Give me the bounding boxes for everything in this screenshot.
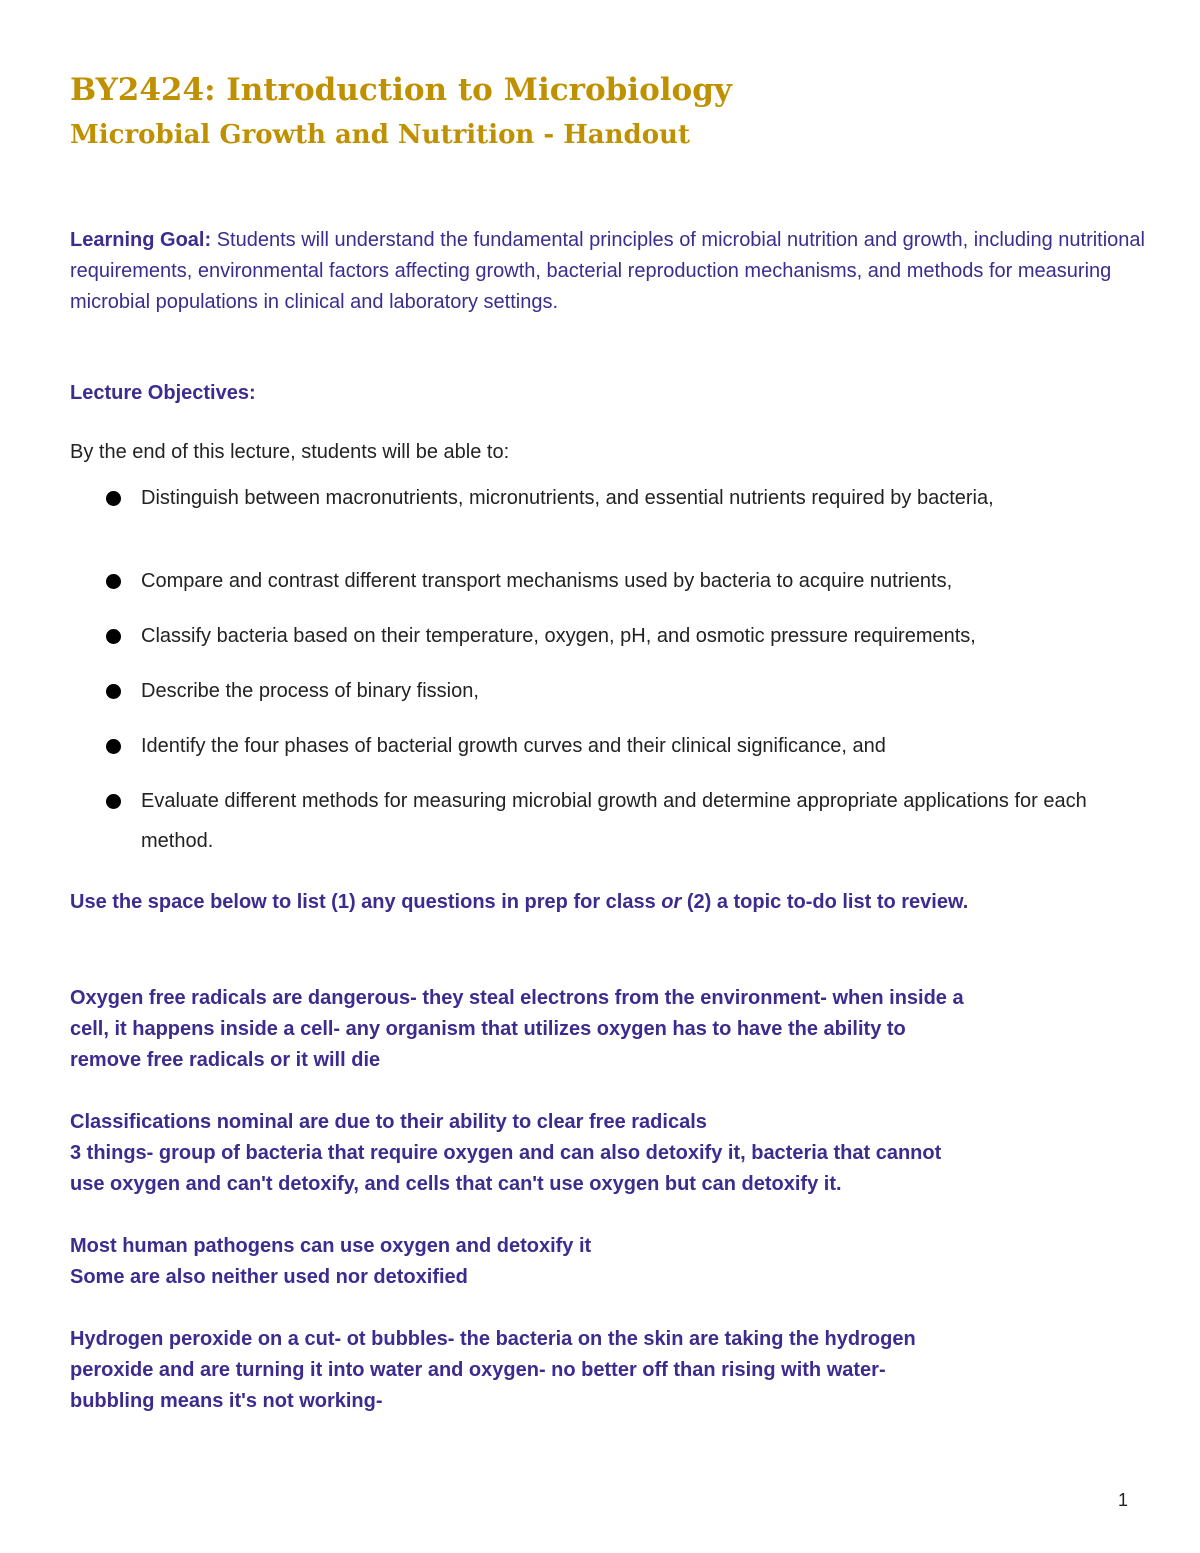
note-line: remove free radicals or it will die <box>70 1049 381 1071</box>
bullet-icon <box>106 684 121 699</box>
note-line: Hydrogen peroxide on a cut- ot bubbles- the bacteria on the skin are taking the hydrogen <box>70 1328 916 1350</box>
bullet-icon <box>106 629 121 644</box>
document-title: BY2424: Introduction to Microbiology <box>70 72 732 108</box>
bullet-icon <box>106 491 121 506</box>
note-line: Most human pathogens can use oxygen and detoxify it <box>70 1235 592 1257</box>
prompt-text-start: Use the space below to list (1) any questions in prep for class <box>70 891 662 913</box>
note-line: Classifications nominal are due to their ability to clear free radicals <box>70 1111 707 1133</box>
note-line: bubbling means it's not working- <box>70 1390 383 1412</box>
bullet-icon <box>106 574 121 589</box>
bullet-icon <box>106 739 121 754</box>
objective-text: Classify bacteria based on their temperature, oxygen, pH, and osmotic pressure requirements, <box>141 625 976 647</box>
objectives-intro: By the end of this lecture, students will be able to: <box>70 441 510 463</box>
learning-goal <box>70 225 1150 318</box>
note-paragraph <box>70 1231 1140 1293</box>
prompt-text-end: (2) a topic to-do list to review. <box>681 891 969 913</box>
note-line: Some are also neither used nor detoxified <box>70 1266 468 1288</box>
objective-item <box>141 781 1141 861</box>
note-paragraph <box>70 1107 1140 1200</box>
objective-text: Identify the four phases of bacterial growth curves and their clinical significance, and <box>141 735 886 757</box>
objectives-heading: Lecture Objectives: <box>70 382 256 404</box>
objective-item <box>141 726 1141 766</box>
objective-item <box>141 561 1141 601</box>
note-line: 3 things- group of bacteria that require oxygen and can also detoxify it, bacteria that cannot <box>70 1142 942 1164</box>
objective-text: Compare and contrast different transport mechanisms used by bacteria to acquire nutrients, <box>141 570 953 592</box>
document-subtitle: Microbial Growth and Nutrition - Handout <box>70 120 690 150</box>
note-line: peroxide and are turning it into water and oxygen- no better off than rising with water- <box>70 1359 886 1381</box>
objective-text: Evaluate different methods for measuring microbial growth and determine appropriate applications for each method. <box>141 790 1087 852</box>
objective-item <box>141 616 1141 656</box>
note-paragraph <box>70 1324 1140 1417</box>
objective-text: Distinguish between macronutrients, micronutrients, and essential nutrients required by bacteria, <box>141 487 994 509</box>
notes-prompt <box>70 891 1160 914</box>
page-number: 1 <box>1118 1490 1129 1510</box>
learning-goal-text: Students will understand the fundamental principles of microbial nutrition and growth, including nutritional requirements, environmental factors affecting growth, bacterial reproduction mechanisms, and methods for measuring microbial populations in clinical and laboratory settings. <box>70 229 1145 313</box>
prompt-emphasis: or <box>661 891 682 913</box>
objective-item <box>141 478 1141 518</box>
bullet-icon <box>106 794 121 809</box>
learning-goal-label: Learning Goal: <box>70 229 212 251</box>
objective-text: Describe the process of binary fission, <box>141 680 479 702</box>
note-line: Oxygen free radicals are dangerous- they steal electrons from the environment- when inside a <box>70 987 964 1009</box>
note-line: cell, it happens inside a cell- any organism that utilizes oxygen has to have the ability to <box>70 1018 906 1040</box>
note-paragraph <box>70 983 1140 1076</box>
objective-item <box>141 671 1141 711</box>
note-line: use oxygen and can't detoxify, and cells that can't use oxygen but can detoxify it. <box>70 1173 842 1195</box>
